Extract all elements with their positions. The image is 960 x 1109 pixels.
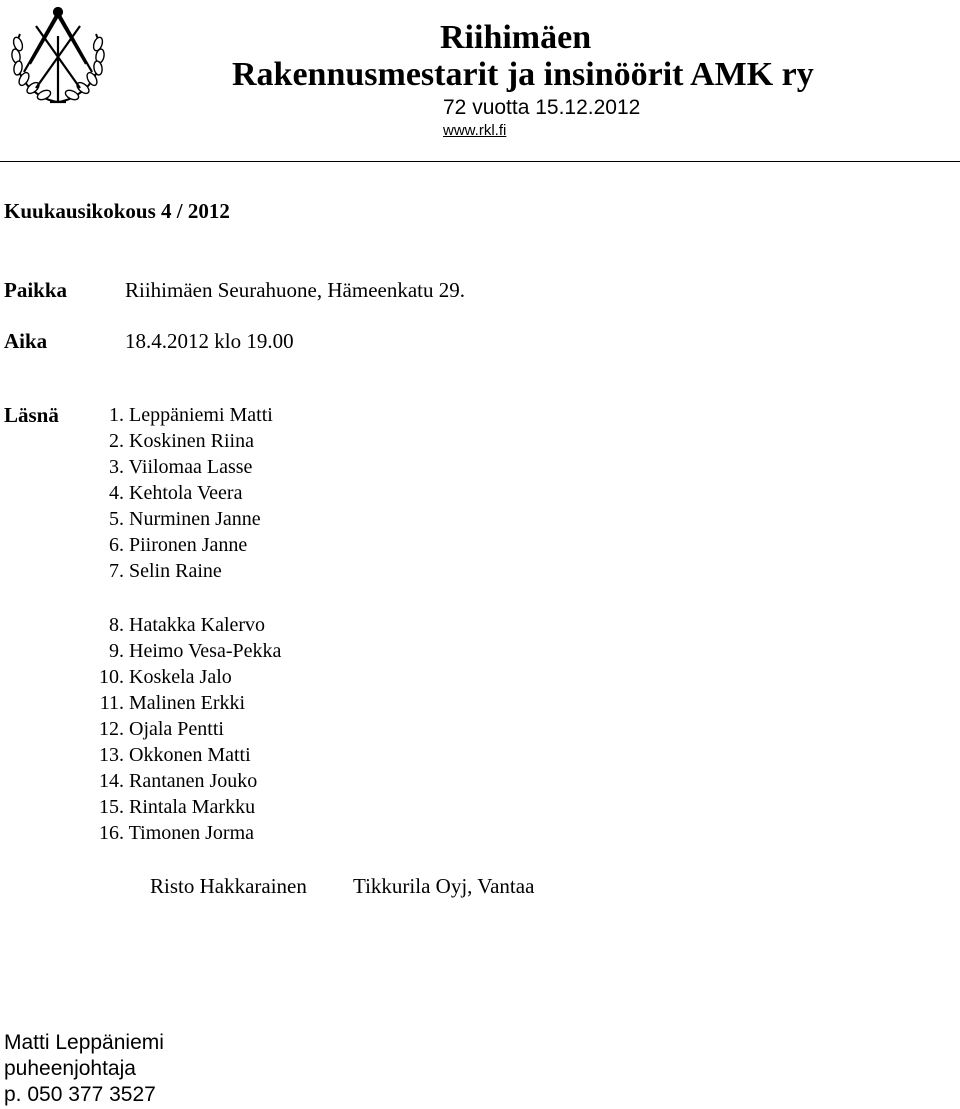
list-item-name: Nurminen Janne [129,508,261,530]
list-item-number: 10. [99,666,124,688]
list-item-name: Ojala Pentti [129,718,224,740]
list-item-number: 7. [109,560,124,582]
list-item-number: 4. [109,482,124,504]
list-item-number: 15. [99,796,124,818]
header-divider [0,161,960,162]
list-item-name: Viilomaa Lasse [128,456,253,478]
meeting-title: Kuukausikokous 4 / 2012 [4,199,230,223]
list-item-number: 8. [109,614,124,636]
org-full-name: Rakennusmestarit ja insinöörit AMK ry [232,56,814,93]
guest-name: Risto Hakkarainen [150,874,307,898]
list-item [84,820,254,846]
list-item [84,690,245,716]
list-item-name: Timonen Jorma [128,822,255,844]
list-item-name: Piironen Janne [129,534,248,556]
list-item-name: Kehtola Veera [129,482,243,504]
org-name: Riihimäen [440,19,592,56]
list-item-number: 14. [99,770,124,792]
list-item-name: Koskinen Riina [129,430,254,452]
list-item-name: Leppäniemi Matti [129,404,273,426]
list-item-name: Malinen Erkki [129,692,246,714]
guest-company: Tikkurila Oyj, Vantaa [353,874,535,898]
list-item [84,480,242,506]
time-value: 18.4.2012 klo 19.00 [125,329,294,353]
list-item-number: 5. [109,508,124,530]
anniversary-text: 72 vuotta 15.12.2012 [443,96,641,119]
list-item [84,742,251,768]
list-item [84,558,222,584]
list-item-number: 2. [109,430,124,452]
list-item-number: 13. [99,744,124,766]
list-item-name: Heimo Vesa-Pekka [129,640,282,662]
list-item [84,664,232,690]
list-item-number: 9. [109,640,124,662]
signature-title: puheenjohtaja [4,1057,136,1080]
list-item [84,638,281,664]
list-item-number: 16. [99,822,124,844]
list-item-name: Rintala Markku [129,796,256,818]
list-item [84,716,224,742]
website-link[interactable]: www.rkl.fi [443,122,507,139]
list-item-name: Rantanen Jouko [129,770,258,792]
list-item-number: 3. [109,456,124,478]
signature-phone: p. 050 377 3527 [4,1083,156,1106]
list-item-number: 6. [109,534,124,556]
list-item [84,768,257,794]
list-item [84,428,254,454]
list-item [84,794,255,820]
signature-name: Matti Leppäniemi [4,1031,164,1054]
list-item-name: Selin Raine [129,560,222,582]
list-item-number: 11. [99,692,124,714]
list-item [84,532,247,558]
place-label: Paikka [4,278,68,302]
list-item-name: Koskela Jalo [129,666,232,688]
present-label: Läsnä [4,403,59,427]
list-item [84,612,265,638]
list-item-name: Okkonen Matti [129,744,251,766]
place-value: Riihimäen Seurahuone, Hämeenkatu 29. [125,278,465,302]
list-item [84,454,252,480]
list-item [84,402,273,428]
list-item-number: 12. [99,718,124,740]
list-item-name: Hatakka Kalervo [129,614,266,636]
list-item-number: 1. [109,404,124,426]
list-item [84,506,261,532]
compass-square-laurel-emblem-icon [6,2,110,108]
time-label: Aika [4,329,48,353]
